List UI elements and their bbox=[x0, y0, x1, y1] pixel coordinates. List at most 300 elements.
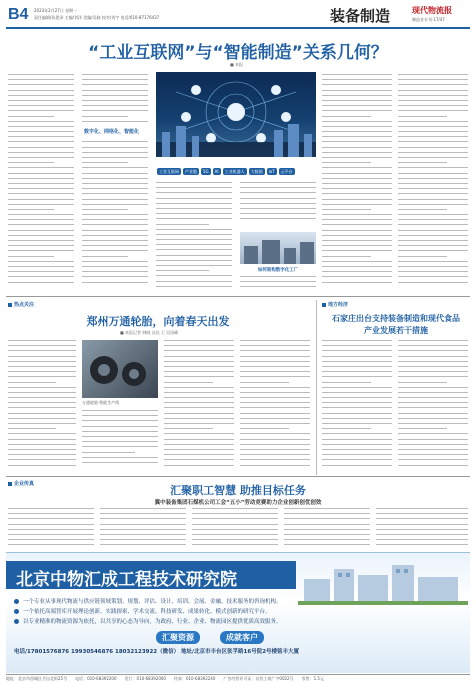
text-line bbox=[398, 418, 468, 419]
masthead-rule bbox=[6, 27, 470, 29]
text-line bbox=[8, 204, 74, 205]
text-line bbox=[8, 240, 74, 241]
text-line bbox=[8, 397, 76, 398]
text-line bbox=[240, 397, 310, 398]
text-line bbox=[284, 524, 370, 525]
text-line bbox=[240, 198, 316, 199]
text-line bbox=[164, 371, 234, 372]
text-line bbox=[398, 245, 468, 246]
text-line bbox=[398, 282, 468, 283]
text-line bbox=[82, 79, 148, 80]
text-line bbox=[164, 361, 234, 362]
text-line bbox=[164, 459, 234, 460]
text-line bbox=[322, 230, 392, 231]
tag-enterprise: 企业传真 bbox=[8, 480, 34, 487]
text-line bbox=[164, 439, 234, 440]
text-line bbox=[240, 387, 310, 388]
text-line bbox=[82, 457, 158, 458]
section-title: 装备制造 bbox=[330, 7, 391, 25]
text-line bbox=[240, 407, 310, 408]
lead-chip: 云平台 bbox=[280, 169, 293, 174]
text-line bbox=[322, 465, 392, 466]
text-line bbox=[8, 439, 76, 440]
text-line bbox=[156, 198, 232, 199]
text-line bbox=[398, 219, 468, 220]
text-line bbox=[322, 418, 392, 419]
text-line bbox=[82, 431, 158, 432]
text-line bbox=[398, 209, 447, 210]
text-line bbox=[8, 465, 76, 466]
text-line bbox=[398, 449, 468, 450]
shijiazhuang-headline-1: 石家庄出台支持装备制造和现代食品 bbox=[332, 314, 460, 323]
section-divider bbox=[6, 296, 470, 297]
text-line bbox=[156, 229, 232, 230]
text-line bbox=[376, 529, 468, 530]
lead-byline: ■ 本报 bbox=[230, 62, 244, 67]
text-line bbox=[240, 203, 316, 204]
text-line bbox=[8, 518, 94, 519]
text-line bbox=[164, 407, 234, 408]
text-line bbox=[398, 345, 468, 346]
text-line bbox=[100, 529, 186, 530]
text-line bbox=[100, 524, 186, 525]
text-line bbox=[8, 173, 74, 174]
text-line bbox=[156, 239, 232, 240]
text-line bbox=[164, 382, 213, 383]
text-line bbox=[82, 446, 158, 447]
footer bbox=[6, 674, 470, 683]
text-line bbox=[322, 183, 392, 184]
text-line bbox=[398, 439, 468, 440]
text-line bbox=[100, 544, 186, 545]
text-line bbox=[156, 182, 232, 183]
text-line bbox=[322, 439, 392, 440]
text-line bbox=[192, 529, 278, 530]
zhengzhou-column-4 bbox=[240, 340, 310, 472]
text-line bbox=[322, 116, 371, 117]
text-line bbox=[240, 187, 316, 188]
text-line bbox=[192, 544, 278, 545]
text-line bbox=[82, 199, 148, 200]
text-line bbox=[322, 282, 392, 283]
text-line bbox=[82, 95, 148, 96]
zhengzhou-byline: ■ 本报记者 韩晓 丛佳 王 吴国峰 bbox=[120, 330, 179, 335]
text-line bbox=[156, 286, 232, 287]
text-line bbox=[8, 193, 74, 194]
text-line bbox=[322, 433, 392, 434]
text-line bbox=[398, 90, 468, 91]
text-line bbox=[322, 245, 392, 246]
text-line bbox=[82, 256, 128, 257]
text-line bbox=[156, 265, 232, 266]
lead-chip: 工业机器人 bbox=[224, 169, 245, 174]
text-line bbox=[322, 131, 392, 132]
lead-column-5 bbox=[240, 276, 316, 292]
text-line bbox=[376, 518, 468, 519]
text-line bbox=[284, 508, 370, 509]
text-line bbox=[398, 392, 468, 393]
hebei-column-3 bbox=[192, 508, 278, 550]
zhengzhou-column-1 bbox=[8, 340, 76, 472]
text-line bbox=[322, 193, 392, 194]
text-line bbox=[322, 199, 392, 200]
text-line bbox=[82, 282, 148, 283]
text-line bbox=[164, 433, 234, 434]
text-line bbox=[164, 356, 234, 357]
text-line bbox=[322, 95, 392, 96]
text-line bbox=[192, 518, 278, 519]
text-line bbox=[398, 116, 447, 117]
text-line bbox=[8, 219, 74, 220]
hebei-subhead: 冀中装备集团石煤机公司工会“五小”劳动竞赛助力企业创新创优创效 bbox=[154, 500, 322, 506]
text-line bbox=[240, 361, 310, 362]
text-line bbox=[8, 157, 74, 158]
vertical-divider bbox=[316, 300, 317, 475]
lead-column-2 bbox=[82, 74, 148, 292]
text-line bbox=[240, 281, 316, 282]
text-line bbox=[322, 444, 392, 445]
text-line bbox=[322, 266, 392, 267]
lead-column-1 bbox=[8, 74, 74, 292]
text-line bbox=[322, 74, 392, 75]
text-line bbox=[82, 136, 148, 137]
text-line bbox=[8, 167, 74, 168]
hebei-column-5 bbox=[376, 508, 468, 550]
text-line bbox=[156, 255, 232, 256]
text-line bbox=[8, 350, 76, 351]
text-line bbox=[82, 271, 148, 272]
text-line bbox=[322, 209, 371, 210]
text-line bbox=[82, 214, 148, 215]
text-line bbox=[8, 188, 74, 189]
text-line bbox=[156, 244, 232, 245]
lead-subheading: 数字化、网络化、智能化 bbox=[84, 129, 140, 135]
text-line bbox=[8, 121, 74, 122]
text-line bbox=[322, 219, 392, 220]
text-line bbox=[82, 178, 148, 179]
text-line bbox=[322, 105, 392, 106]
text-line bbox=[240, 402, 310, 403]
text-line bbox=[82, 110, 148, 111]
text-line bbox=[322, 350, 392, 351]
text-line bbox=[82, 276, 148, 277]
text-line bbox=[82, 90, 148, 91]
text-line bbox=[322, 214, 392, 215]
text-line bbox=[322, 240, 392, 241]
text-line bbox=[322, 136, 392, 137]
lead-illustration bbox=[156, 72, 316, 157]
text-line bbox=[8, 224, 74, 225]
zhengzhou-column-2 bbox=[82, 410, 158, 472]
text-line bbox=[398, 79, 468, 80]
text-line bbox=[82, 219, 148, 220]
hebei-column-2 bbox=[100, 508, 186, 550]
text-line bbox=[82, 116, 128, 117]
text-line bbox=[164, 340, 234, 341]
text-line bbox=[8, 371, 76, 372]
text-line bbox=[156, 192, 232, 193]
text-line bbox=[322, 162, 371, 163]
hebei-headline: 汇聚职工智慧 助推目标任务 bbox=[170, 484, 306, 497]
text-line bbox=[82, 245, 148, 246]
text-line bbox=[322, 402, 392, 403]
text-line bbox=[322, 121, 392, 122]
text-line bbox=[82, 261, 148, 262]
text-line bbox=[156, 218, 232, 219]
text-line bbox=[82, 84, 148, 85]
text-line bbox=[398, 230, 468, 231]
text-line bbox=[322, 178, 392, 179]
hebei-column-4 bbox=[284, 508, 370, 550]
tire-image-caption: 万通轮胎·智能生产线 bbox=[82, 400, 120, 405]
text-line bbox=[398, 224, 468, 225]
text-line bbox=[322, 250, 392, 251]
text-line bbox=[8, 402, 76, 403]
text-line bbox=[8, 178, 74, 179]
date-line: 2023年2月27日 星期一 bbox=[34, 8, 78, 13]
text-line bbox=[398, 141, 468, 142]
text-line bbox=[284, 513, 370, 514]
text-line bbox=[8, 366, 76, 367]
text-line bbox=[398, 126, 468, 127]
text-line bbox=[398, 157, 468, 158]
text-line bbox=[8, 230, 74, 231]
text-line bbox=[284, 534, 370, 535]
text-line bbox=[192, 508, 278, 509]
text-line bbox=[322, 126, 392, 127]
text-line bbox=[82, 266, 148, 267]
text-line bbox=[164, 444, 234, 445]
text-line bbox=[398, 271, 468, 272]
text-line bbox=[398, 188, 468, 189]
text-line bbox=[398, 121, 468, 122]
text-line bbox=[82, 173, 148, 174]
text-line bbox=[82, 152, 148, 153]
text-line bbox=[398, 340, 468, 341]
text-line bbox=[192, 534, 278, 535]
text-line bbox=[322, 428, 371, 429]
text-line bbox=[82, 426, 158, 427]
text-line bbox=[8, 340, 76, 341]
lead-chip: 5G bbox=[203, 169, 209, 174]
text-line bbox=[82, 452, 135, 453]
text-line bbox=[8, 529, 94, 530]
shijiazhuang-column-2 bbox=[398, 340, 468, 472]
text-line bbox=[398, 235, 468, 236]
text-line bbox=[82, 410, 158, 411]
text-line bbox=[8, 250, 74, 251]
text-line bbox=[322, 261, 392, 262]
text-line bbox=[322, 79, 392, 80]
text-line bbox=[82, 204, 148, 205]
text-line bbox=[398, 214, 468, 215]
text-line bbox=[8, 256, 54, 257]
text-line bbox=[398, 173, 468, 174]
text-line bbox=[82, 126, 148, 127]
text-line bbox=[240, 454, 310, 455]
text-line bbox=[8, 513, 94, 514]
text-line bbox=[322, 454, 392, 455]
text-line bbox=[8, 428, 56, 429]
text-line bbox=[82, 74, 148, 75]
text-line bbox=[156, 275, 232, 276]
text-line bbox=[8, 105, 74, 106]
text-line bbox=[322, 173, 392, 174]
lead-chip: 工业互联网 bbox=[159, 169, 179, 174]
text-line bbox=[322, 345, 392, 346]
text-line bbox=[82, 436, 158, 437]
text-line bbox=[8, 147, 74, 148]
text-line bbox=[164, 465, 234, 466]
text-line bbox=[100, 539, 186, 540]
bullet-dot-icon bbox=[14, 599, 19, 604]
text-line bbox=[398, 366, 468, 367]
text-line bbox=[398, 266, 468, 267]
text-line bbox=[164, 418, 234, 419]
text-line bbox=[322, 371, 392, 372]
text-line bbox=[156, 224, 209, 225]
text-line bbox=[82, 240, 148, 241]
text-line bbox=[156, 281, 232, 282]
ad-bullet-text: 一个依托高端智库开展理论创新、实践探索、学术交流、科技研发、成果转化、模式创新的研究平台。 bbox=[23, 609, 271, 615]
text-line bbox=[284, 544, 370, 545]
text-line bbox=[398, 382, 447, 383]
ad-bullet-text: 一个专业从事现代物流与供应链领域策划、规划、评估、设计、培训、会展、金融、技术服务的咨询机构。 bbox=[23, 599, 282, 605]
text-line bbox=[398, 276, 468, 277]
lead-chip: 产业链 bbox=[185, 169, 197, 174]
text-line bbox=[8, 271, 74, 272]
text-line bbox=[82, 188, 148, 189]
text-line bbox=[398, 183, 468, 184]
ad-bullet-text: 以专业精准的物流资源为依托，以共享的心态为导向，为政府、行业、企业、物流园区提供优质高效服务。 bbox=[23, 619, 282, 625]
text-line bbox=[156, 208, 232, 209]
text-line bbox=[82, 224, 148, 225]
text-line bbox=[322, 188, 392, 189]
text-line bbox=[164, 345, 234, 346]
text-line bbox=[398, 444, 468, 445]
text-line bbox=[8, 162, 54, 163]
text-line bbox=[82, 167, 148, 168]
text-line bbox=[8, 266, 74, 267]
text-line bbox=[82, 141, 148, 142]
text-line bbox=[164, 366, 234, 367]
text-line bbox=[398, 256, 447, 257]
text-line bbox=[8, 345, 76, 346]
text-line bbox=[322, 413, 392, 414]
text-line bbox=[240, 376, 310, 377]
hebei-column-1 bbox=[8, 508, 94, 550]
text-line bbox=[376, 508, 468, 509]
bullet-dot-icon bbox=[14, 609, 19, 614]
text-line bbox=[376, 524, 468, 525]
text-line bbox=[164, 376, 234, 377]
text-line bbox=[192, 524, 278, 525]
lead-column-4 bbox=[240, 182, 316, 228]
text-line bbox=[322, 392, 392, 393]
masthead bbox=[0, 0, 476, 30]
ad-bullet bbox=[14, 617, 464, 627]
text-line bbox=[8, 152, 74, 153]
text-line bbox=[322, 459, 392, 460]
text-line bbox=[8, 95, 74, 96]
text-line bbox=[398, 387, 468, 388]
text-line bbox=[398, 147, 468, 148]
text-line bbox=[156, 249, 232, 250]
text-line bbox=[100, 508, 186, 509]
text-line bbox=[322, 271, 392, 272]
text-line bbox=[8, 74, 74, 75]
lead-headline: “工业互联网”与“智能制造”关系几何？ bbox=[88, 43, 388, 63]
text-line bbox=[240, 465, 310, 466]
text-line bbox=[82, 235, 148, 236]
lead-column-7 bbox=[398, 74, 468, 292]
text-line bbox=[240, 392, 310, 393]
zhengzhou-headline: 郑州万通轮胎，向着春天出发 bbox=[86, 315, 230, 328]
text-line bbox=[398, 131, 468, 132]
text-line bbox=[240, 459, 310, 460]
text-line bbox=[322, 397, 392, 398]
text-line bbox=[192, 513, 278, 514]
text-line bbox=[164, 413, 234, 414]
text-line bbox=[322, 256, 371, 257]
text-line bbox=[82, 100, 148, 101]
text-line bbox=[322, 147, 392, 148]
text-line bbox=[240, 371, 310, 372]
text-line bbox=[322, 361, 392, 362]
text-line bbox=[8, 413, 76, 414]
text-line bbox=[322, 167, 392, 168]
text-line bbox=[322, 382, 371, 383]
text-line bbox=[8, 214, 74, 215]
text-line bbox=[8, 534, 94, 535]
text-line bbox=[398, 454, 468, 455]
text-line bbox=[100, 513, 186, 514]
text-line bbox=[8, 90, 74, 91]
text-line bbox=[82, 162, 128, 163]
text-line bbox=[8, 508, 94, 509]
text-line bbox=[100, 534, 186, 535]
text-line bbox=[240, 423, 310, 424]
text-line bbox=[8, 276, 74, 277]
ad-pill-gather-resources: 汇聚资源 bbox=[156, 631, 200, 644]
text-line bbox=[398, 167, 468, 168]
text-line bbox=[398, 465, 468, 466]
text-line bbox=[240, 382, 289, 383]
text-line bbox=[8, 199, 74, 200]
text-line bbox=[240, 439, 310, 440]
text-line bbox=[82, 147, 148, 148]
text-line bbox=[82, 193, 148, 194]
page-number: B4 bbox=[8, 6, 29, 23]
text-line bbox=[322, 141, 392, 142]
text-line bbox=[156, 234, 232, 235]
text-line bbox=[164, 428, 213, 429]
ad-bullet bbox=[14, 597, 464, 607]
text-line bbox=[8, 544, 94, 545]
advertisement bbox=[6, 552, 470, 673]
factory-image bbox=[240, 232, 316, 264]
text-line bbox=[240, 286, 316, 287]
text-line bbox=[398, 350, 468, 351]
text-line bbox=[8, 382, 56, 383]
tire-factory-image bbox=[82, 340, 158, 398]
text-line bbox=[82, 441, 158, 442]
text-line bbox=[240, 428, 289, 429]
text-line bbox=[8, 376, 76, 377]
text-line bbox=[164, 449, 234, 450]
text-line bbox=[398, 433, 468, 434]
text-line bbox=[322, 449, 392, 450]
